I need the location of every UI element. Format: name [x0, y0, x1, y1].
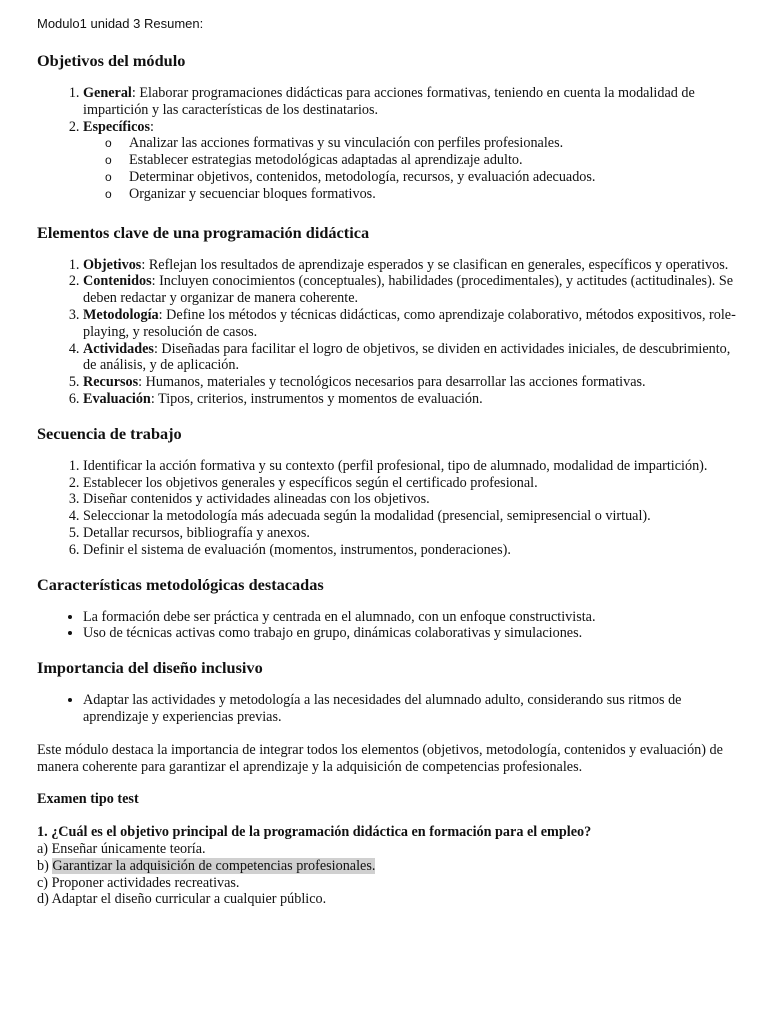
item-term: Contenidos — [83, 273, 152, 290]
item-text: : Diseñadas para facilitar el logro de objetivos, se dividen en actividades iniciales, de descubrimiento, de análisis, y de aplicación. — [83, 340, 731, 374]
option-prefix: c) — [37, 874, 52, 891]
list-item — [83, 257, 744, 274]
list-item — [83, 374, 744, 391]
inclusivo-list — [37, 692, 744, 726]
list-item: 2. Establecer los objetivos generales y específicos según el certificado profesional. — [83, 475, 744, 492]
document-header: Modulo1 unidad 3 Resumen: — [37, 16, 204, 31]
option-b — [37, 858, 744, 875]
option-prefix: d) — [37, 891, 52, 908]
item-text: : Humanos, materiales y tecnológicos necesarios para desarrollar las acciones formativas. — [138, 374, 646, 391]
option-d — [37, 891, 744, 908]
section-title-elementos: Elementos clave de una programación didáctica — [37, 222, 370, 242]
list-item: 5. Detallar recursos, bibliografía y anexos. — [83, 525, 744, 542]
list-item: 1. Identificar la acción formativa y su contexto (perfil profesional, tipo de alumnado, modalidad de impartición). — [83, 458, 744, 475]
item-term: General — [83, 85, 132, 101]
option-text: Adaptar el diseño curricular a cualquier público. — [51, 891, 327, 908]
option-c — [37, 875, 744, 892]
list-item: • Uso de técnicas activas como trabajo en grupo, dinámicas colaborativas y simulaciones. — [83, 625, 744, 642]
item-term: Recursos — [83, 374, 139, 391]
sub-list-item: o Analizar las acciones formativas y su vinculación con perfiles profesionales. — [129, 135, 744, 152]
list-item: 6. Definir el sistema de evaluación (momentos, instrumentos, ponderaciones). — [83, 542, 744, 559]
especificos-sublist — [83, 135, 744, 202]
list-item: 4. Seleccionar la metodología más adecuada según la modalidad (presencial, semipresencial o virtual). — [83, 508, 744, 525]
option-prefix: a) — [37, 840, 52, 857]
option-a — [37, 841, 744, 858]
item-text: : — [150, 118, 154, 135]
caracteristicas-list — [37, 609, 744, 643]
option-text: Proponer actividades recreativas. — [51, 874, 240, 891]
sub-list-item: o Establecer estrategias metodológicas adaptadas al aprendizaje adulto. — [129, 152, 744, 169]
sub-list-item: o Determinar objetivos, contenidos, metodología, recursos, y evaluación adecuados. — [129, 169, 744, 186]
option-prefix: b) — [37, 857, 53, 874]
question-text: 1. ¿Cuál es el objetivo principal de la programación didáctica en formación para el empleo? — [37, 824, 592, 841]
item-text: : Elaborar programaciones didácticas para acciones formativas, teniendo en cuenta la modalidad de impartición y las características de los destinatarios. — [83, 85, 695, 118]
item-term: Específicos — [83, 118, 150, 135]
option-text-highlighted: Garantizar la adquisición de competencias profesionales. — [52, 857, 376, 874]
elementos-list — [37, 257, 744, 408]
item-term: Evaluación — [83, 390, 151, 407]
list-item — [83, 85, 744, 119]
list-item — [83, 273, 744, 307]
list-item: 3. Diseñar contenidos y actividades alineadas con los objetivos. — [83, 491, 744, 508]
secuencia-list — [37, 458, 744, 559]
option-text: Enseñar únicamente teoría. — [51, 840, 206, 857]
conclusion-paragraph: Este módulo destaca la importancia de integrar todos los elementos (objetivos, metodología, contenidos y evaluación) de manera coherente para garantizar el aprendizaje y la adquisición de competencias profesionales. — [37, 741, 723, 775]
list-item: • La formación debe ser práctica y centrada en el alumnado, con un enfoque constructivista. — [83, 609, 744, 626]
item-term: Objetivos — [83, 256, 142, 273]
section-title-caracteristicas: Características metodológicas destacadas — [37, 574, 324, 594]
item-text: : Reflejan los resultados de aprendizaje esperados y se clasifican en generales, específicos y operativos. — [141, 256, 729, 273]
section-title-inclusivo: Importancia del diseño inclusivo — [37, 658, 263, 678]
list-item — [83, 119, 744, 203]
objetivos-list — [37, 85, 744, 203]
list-item — [83, 391, 744, 408]
list-item — [83, 341, 744, 375]
item-text: : Define los métodos y técnicas didácticas, como aprendizaje colaborativo, métodos expositivos, role-playing, y resolución de casos. — [83, 306, 736, 340]
item-text: : Incluyen conocimientos (conceptuales), habilidades (procedimentales), y actitudes (actitudinales). Se deben redactar y organizar de manera coherente. — [83, 273, 734, 307]
list-item: • Adaptar las actividades y metodología a las necesidades del alumnado adulto, considerando sus ritmos de aprendizaje y experiencias previas. — [83, 692, 744, 726]
sub-list-item: o Organizar y secuenciar bloques formativos. — [129, 186, 744, 203]
list-item — [83, 307, 744, 341]
exam-title: Examen tipo test — [37, 791, 139, 808]
exam-question-block — [37, 824, 744, 908]
item-text: : Tipos, criterios, instrumentos y momentos de evaluación. — [150, 390, 483, 407]
section-title-secuencia: Secuencia de trabajo — [37, 423, 182, 443]
item-term: Actividades — [83, 340, 154, 357]
item-term: Metodología — [83, 306, 159, 323]
section-title-objetivos: Objetivos del módulo — [37, 51, 186, 70]
